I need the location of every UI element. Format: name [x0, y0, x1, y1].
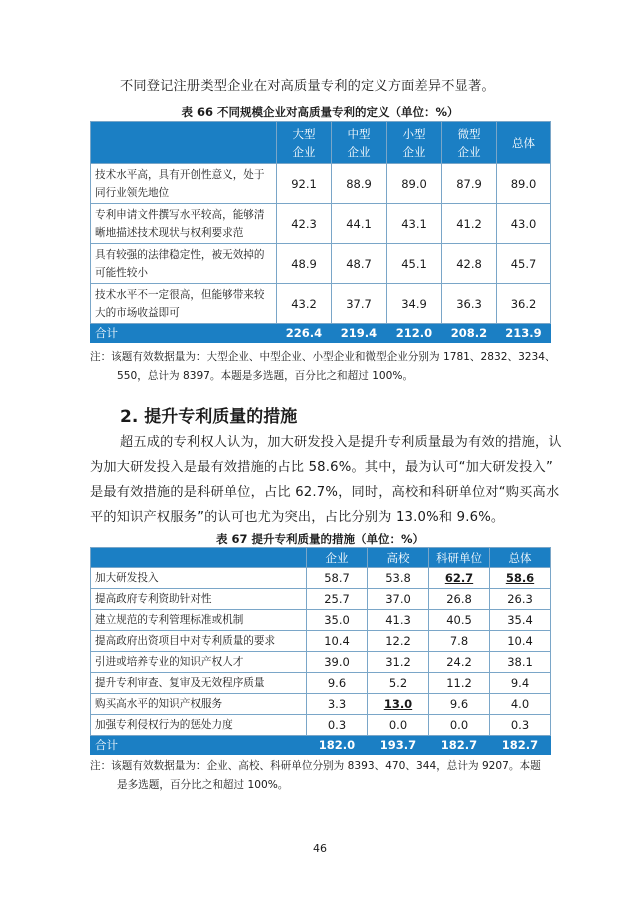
- cell: 40.5: [429, 610, 490, 631]
- table66-col-header: 大型 企业: [277, 122, 332, 164]
- cell: 89.0: [497, 164, 551, 204]
- cell: 24.2: [429, 652, 490, 673]
- row-label: 加强专利侵权行为的惩处力度: [91, 715, 307, 736]
- section-line: 是最有效措施的是科研单位，占比 62.7%，同时，高校和科研单位对“购买高水: [90, 485, 560, 500]
- table67-note-line2: 是多选题，百分比之和超过 100%。: [117, 779, 289, 791]
- table67-total-row: [91, 736, 551, 755]
- intro-text: 不同登记注册类型企业在对高质量专利的定义方面差异不显著。: [120, 79, 495, 94]
- table-row: [91, 631, 551, 652]
- table-row: [91, 652, 551, 673]
- cell: 0.0: [429, 715, 490, 736]
- cell: 9.6: [307, 673, 368, 694]
- table67-header-row: [91, 548, 551, 568]
- total-cell: 212.0: [387, 324, 442, 343]
- total-cell: 182.0: [307, 736, 368, 755]
- table-row: [91, 589, 551, 610]
- cell: 53.8: [368, 568, 429, 589]
- total-label: 合计: [91, 736, 307, 755]
- total-cell: 182.7: [429, 736, 490, 755]
- cell: 43.1: [387, 204, 442, 244]
- table66-note-line1: 注：该题有效数据量为：大型企业、中型企业、小型企业和微型企业分别为 1781、2832、3234、: [90, 351, 556, 363]
- cell-emphasized: 13.0: [368, 694, 429, 715]
- cell-emphasized: 62.7: [429, 568, 490, 589]
- total-cell: 213.9: [497, 324, 551, 343]
- table67-col-header: 总体: [490, 548, 551, 568]
- row-label: 技术水平高，具有开创性意义，处于 同行业领先地位: [91, 164, 277, 204]
- table66-col-header: 中型 企业: [332, 122, 387, 164]
- cell: 31.2: [368, 652, 429, 673]
- cell: 89.0: [387, 164, 442, 204]
- cell: 42.8: [442, 244, 497, 284]
- cell: 44.1: [332, 204, 387, 244]
- row-label: 提高政府专利资助针对性: [91, 589, 307, 610]
- total-cell: 226.4: [277, 324, 332, 343]
- table66-corner: [91, 122, 277, 164]
- table-row: [91, 244, 551, 284]
- section-line: 平的知识产权服务”的认可也尤为突出，占比分别为 13.0%和 9.6%。: [90, 510, 505, 525]
- table67-col-header: 高校: [368, 548, 429, 568]
- table67-note-line1: 注：该题有效数据量为：企业、高校、科研单位分别为 8393、470、344，总计为 9207。本题: [90, 760, 541, 772]
- total-cell: 193.7: [368, 736, 429, 755]
- cell: 48.7: [332, 244, 387, 284]
- table-row: [91, 568, 551, 589]
- cell: 9.4: [490, 673, 551, 694]
- table66-header-row: [91, 122, 551, 164]
- cell: 35.4: [490, 610, 551, 631]
- cell: 3.3: [307, 694, 368, 715]
- row-label: 引进或培养专业的知识产权人才: [91, 652, 307, 673]
- row-label: 加大研发投入: [91, 568, 307, 589]
- cell: 0.3: [307, 715, 368, 736]
- table-row: [91, 164, 551, 204]
- cell: 37.7: [332, 284, 387, 324]
- cell: 5.2: [368, 673, 429, 694]
- cell: 34.9: [387, 284, 442, 324]
- cell: 26.3: [490, 589, 551, 610]
- section-heading: 2. 提升专利质量的措施: [120, 407, 298, 427]
- cell: 36.3: [442, 284, 497, 324]
- cell: 37.0: [368, 589, 429, 610]
- cell: 12.2: [368, 631, 429, 652]
- table66-col-header: 小型 企业: [387, 122, 442, 164]
- row-label: 购买高水平的知识产权服务: [91, 694, 307, 715]
- row-label: 提高政府出资项目中对专利质量的要求: [91, 631, 307, 652]
- table66: [90, 121, 551, 343]
- table-row: [91, 284, 551, 324]
- cell: 25.7: [307, 589, 368, 610]
- cell: 87.9: [442, 164, 497, 204]
- table-row: [91, 694, 551, 715]
- cell: 10.4: [307, 631, 368, 652]
- table66-col-header: 总体: [497, 122, 551, 164]
- table67-caption: 表 67 提升专利质量的措施（单位：%）: [215, 532, 425, 546]
- cell: 9.6: [429, 694, 490, 715]
- cell: 0.0: [368, 715, 429, 736]
- cell: 43.0: [497, 204, 551, 244]
- table67-col-header: 企业: [307, 548, 368, 568]
- cell: 0.3: [490, 715, 551, 736]
- row-label: 技术水平不一定很高，但能够带来较 大的市场收益即可: [91, 284, 277, 324]
- table-row: [91, 204, 551, 244]
- cell: 36.2: [497, 284, 551, 324]
- table67-col-header: 科研单位: [429, 548, 490, 568]
- cell: 11.2: [429, 673, 490, 694]
- table66-col-header: 微型 企业: [442, 122, 497, 164]
- cell: 42.3: [277, 204, 332, 244]
- table-row: [91, 715, 551, 736]
- table66-total-row: [91, 324, 551, 343]
- page-number: 46: [313, 842, 327, 855]
- cell: 39.0: [307, 652, 368, 673]
- table-row: [91, 673, 551, 694]
- total-label: 合计: [91, 324, 277, 343]
- total-cell: 208.2: [442, 324, 497, 343]
- row-label: 专利申请文件撰写水平较高，能够清 晰地描述技术现状与权利要求范: [91, 204, 277, 244]
- cell: 38.1: [490, 652, 551, 673]
- section-line: 为加大研发投入是最有效措施的占比 58.6%。其中，最为认可“加大研发投入”: [90, 460, 553, 475]
- cell: 26.8: [429, 589, 490, 610]
- cell: 88.9: [332, 164, 387, 204]
- total-cell: 219.4: [332, 324, 387, 343]
- cell: 58.7: [307, 568, 368, 589]
- table67: [90, 547, 551, 755]
- section-line: 超五成的专利权人认为，加大研发投入是提升专利质量最为有效的措施，认: [120, 435, 562, 450]
- row-label: 具有较强的法律稳定性，被无效掉的 可能性较小: [91, 244, 277, 284]
- cell: 10.4: [490, 631, 551, 652]
- table66-note-line2: 550，总计为 8397。本题是多选题，百分比之和超过 100%。: [117, 370, 414, 382]
- row-label: 提升专利审查、复审及无效程序质量: [91, 673, 307, 694]
- cell: 92.1: [277, 164, 332, 204]
- cell: 48.9: [277, 244, 332, 284]
- cell: 41.3: [368, 610, 429, 631]
- cell: 4.0: [490, 694, 551, 715]
- cell: 7.8: [429, 631, 490, 652]
- table67-corner: [91, 548, 307, 568]
- total-cell: 182.7: [490, 736, 551, 755]
- row-label: 建立规范的专利管理标准或机制: [91, 610, 307, 631]
- cell: 45.1: [387, 244, 442, 284]
- table66-caption: 表 66 不同规模企业对高质量专利的定义（单位：%）: [181, 105, 459, 119]
- cell: 43.2: [277, 284, 332, 324]
- table-row: [91, 610, 551, 631]
- cell: 41.2: [442, 204, 497, 244]
- cell: 35.0: [307, 610, 368, 631]
- cell: 45.7: [497, 244, 551, 284]
- cell-emphasized: 58.6: [490, 568, 551, 589]
